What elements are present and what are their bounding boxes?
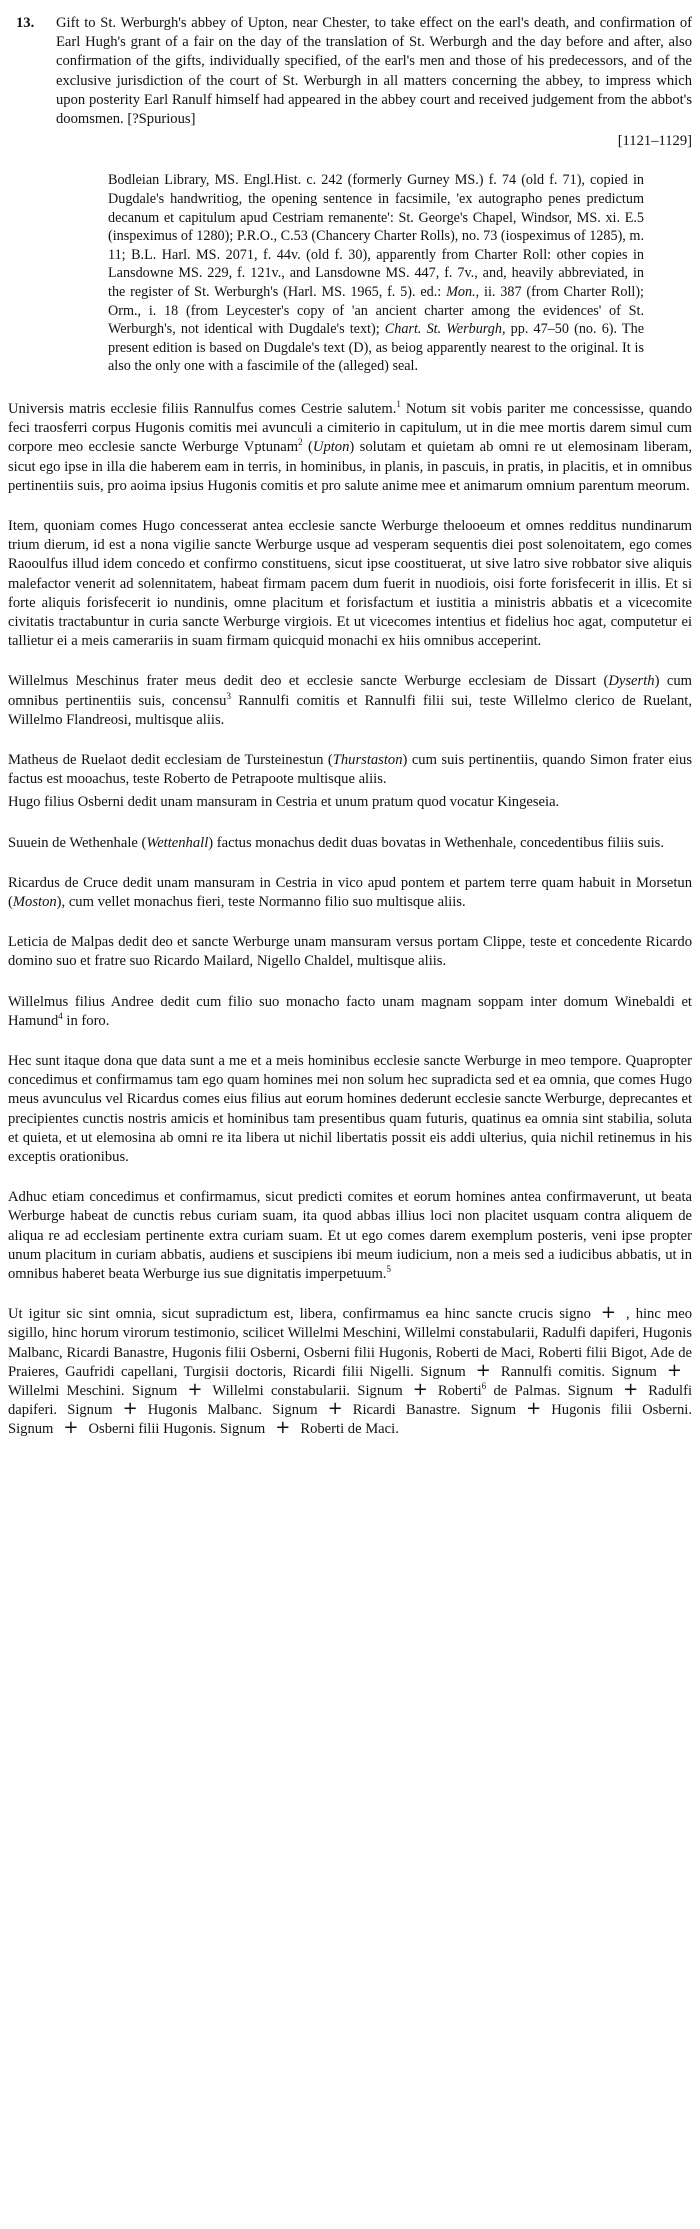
text-run: ) solutam et quietam ab omni re ut elemosinam liberam, sicut ego ipse in illa die haberem eam in terris, in hominibus, in planis, in pascuis, in pratis, in placitis, et in omnibus pertinentiis suis, pro aoima ipsius Hugonis comitis et pro salute anime mee et animarum omnium parentum meorum. bbox=[8, 439, 692, 494]
source-notes: Bodleian Library, MS. Engl.Hist. c. 242 (formerly Gurney MS.) f. 74 (old f. 71), copied in Dugdale's handwritiog, the opening sentence in facsimile, 'ex autographo penes predictum decanum et capitulum apud Cestriam remanente': St. George's Chapel, Windsor, MS. xi. E.5 (inspeximus of 1280); P.R.O., C.53 (Chancery Charter Rolls), no. 73 (iospeximus of 1285), m. 11; B.L. Harl. MS. 2071, f. 44v. (old f. 30), apparently from Charter Roll: other copies in Lansdowne MS. 229, f. 121v., and Lansdowne MS. 447, f. 7v., and, heavily abbreviated, in the register of St. Werburgh's (Harl. MS. 1965, f. 5). ed.: Mon., ii. 387 (from Charter Roll); Orm., i. 18 (from Leycester's copy of 'an ancient charter among the evidences' of St. Werburgh's, not identical with Dugdale's text); Chart. St. Werburgh, pp. 47–50 (no. 6). The present edition is based on Dugdale's text (D), as beiog apparently nearest to the original. It is also the only one with a fascimile of the (alleged) seal. bbox=[108, 172, 645, 375]
edition-title: Chart. St. Werburgh bbox=[384, 321, 502, 338]
text-run: Roberti bbox=[437, 1383, 482, 1400]
place-name: Thurstaston bbox=[332, 752, 403, 768]
place-name: Moston bbox=[12, 894, 57, 911]
footnote-marker: 1 bbox=[396, 399, 401, 410]
text-run: Willelmi Meschini. Signum bbox=[8, 1383, 178, 1400]
cross-icon: + bbox=[526, 1398, 542, 1420]
place-name: Dyserth bbox=[608, 673, 655, 690]
place-name: Upton bbox=[312, 439, 350, 456]
footnote-marker: 3 bbox=[226, 690, 231, 701]
charter-paragraph-10: Hec sunt itaque dona que data sunt a me et a meis hominibus ecclesie sancte Werburge in meo tempore. Quapropter concedimus et confirmamus tam ego quam homines mei non solum hec supradicta sed et ea omnia, que comes Hugo meus avunculus vel Ricardus comes eius filius aut eorum homines dederunt ecclesie sancte Werburge, deprecantes et precipientes cunctis nostris amicis et hominibus tam presentibus quam futuris, quatinus ea omnia sint stabilia, soluta et quieta, et ut elemosina ab omni re ita libera ut nichil libertatis possit eis addi ulterius, quia nichil retinemus in his exceptis orationibus. bbox=[8, 1053, 692, 1166]
place-name: Wettenhall bbox=[146, 834, 209, 851]
charter-paragraph-9 bbox=[8, 993, 692, 1031]
footnote-marker: 6 bbox=[481, 1381, 487, 1392]
text-run: Universis matris ecclesie filiis Rannulfus comes Cestrie salutem. bbox=[8, 400, 397, 417]
text-run: Ricardi Banastre. Signum bbox=[352, 1402, 517, 1419]
charter-paragraph-4 bbox=[8, 751, 692, 789]
charter-entry-header bbox=[8, 14, 692, 151]
text-run: Hugonis filii Osberni. Signum bbox=[8, 1402, 692, 1438]
text-run: Roberti de Maci. bbox=[300, 1421, 399, 1438]
text-run: ( bbox=[302, 439, 313, 456]
text-run: Willelmus Meschinus frater meus dedit deo et ecclesie sancte Werburge ecclesiam de Dissart ( bbox=[8, 673, 609, 690]
text-run: Osberni filii Hugonis. Signum bbox=[88, 1421, 266, 1438]
text-run: Willelmi constabularii. Signum bbox=[212, 1383, 403, 1400]
cross-icon: + bbox=[275, 1417, 291, 1439]
cross-icon: + bbox=[600, 1302, 616, 1324]
entry-number: 13. bbox=[16, 15, 35, 31]
cross-icon: + bbox=[412, 1379, 428, 1401]
charter-paragraph-6 bbox=[8, 834, 692, 853]
text-run: Willelmus filius Andree dedit cum filio suo monacho facto unam magnam soppam inter domum Winebaldi et Hamund bbox=[8, 993, 692, 1029]
charter-paragraph-11 bbox=[8, 1188, 692, 1284]
text-run: Notum sit vobis pariter me concessisse, quando feci traosferri corpus Hugonis comitis mei avunculi a cimiterio in capitulum, ut in die mee mortis darem simul cum corpore meo ecclesie sancte Werburge Vptunam bbox=[8, 400, 692, 456]
charter-paragraph-7 bbox=[8, 874, 692, 912]
text-run: ) factus monachus dedit duas bovatas in Wethenhale, concedentibus filiis suis. bbox=[208, 834, 664, 851]
edition-title: Mon. bbox=[446, 283, 476, 300]
text-run: , hinc meo sigillo, hinc horum virorum testimonio, scilicet Willelmi Meschini, Willelmi constabularii, Radulfi dapiferi, Hugonis Malbanc, Ricardi Banastre, Hugonis filii Osberni, Osberni filii Hugonis, Roberti de Maci, Roberti filii Bigot, Ade de Praieres, Gaufridi capellani, Turgisii doctoris, Ricardi filii Nigelli. Signum bbox=[8, 1306, 692, 1380]
footnote-marker: 5 bbox=[386, 1264, 391, 1275]
charter-paragraph-1 bbox=[8, 400, 692, 496]
cross-icon: + bbox=[122, 1398, 138, 1420]
cross-icon: + bbox=[63, 1417, 79, 1439]
text-run: Hugonis Malbanc. Signum bbox=[147, 1402, 318, 1419]
text-run: Rannulfi comitis. Signum bbox=[500, 1363, 657, 1380]
text-run: Suuein de Wethenhale ( bbox=[8, 834, 147, 851]
cross-icon: + bbox=[187, 1379, 203, 1401]
text-run: Adhuc etiam concedimus et confirmamus, sicut predicti comites et eorum homines antea confirmaverunt, ut beata Werburge habeat de cunctis rebus curiam suam, ita quod abbas illius loci non placitet usquam contra aliquem de aliqua re ad ecclesiam pertinente extra curiam suam. Et ut ego comes darem exemplum posteris, veni ipse propter unum placitum in curiam abbatis, audiens et suscipiens ibi meum iudicium, non a meis sed a iudicibus abbatis, ut in omnibus haberet beata Werburge ius sue dignitatis imperpetuum. bbox=[8, 1189, 692, 1283]
charter-paragraph-3 bbox=[8, 672, 692, 730]
charter-paragraph-2: Item, quoniam comes Hugo concesserat antea ecclesie sancte Werburge thelooeum et omnes redditus nundinarum trium dierum, id est a nona vigilie sancte Werburge usque ad vesperam sequentis diei post solenoitatem, ego comes Raooulfus illud idem concedo et confirmo constituens, sicut ipse coostituerat, ut sive latro sive robbator sive aliquis malefactor venerit ad solennitatem, habeat firmam pacem dum fuerit in nuodiois, oisi forte forisfecerit in illis. Et si forte aliquis forisfecerit io nundinis, omne placitum et forisfactum et iustitia a ministris abbatis et a vicecomite civitatis tractabuntur in curia sancte Werburge virgiois. Et ut vicecomes intentius et fidelius hoc agat, computetur ei tallietur ei a meis camerariis in suam firmam quicquid monachi ex hiis omnibus acceperint. bbox=[8, 517, 692, 650]
text-run: Radulfi dapiferi. Signum bbox=[8, 1383, 692, 1419]
text-run: ) cum omnibus pertinentiis suis, concensu bbox=[8, 673, 693, 709]
footnote-marker: 2 bbox=[298, 437, 303, 448]
cross-icon: + bbox=[475, 1359, 491, 1381]
cross-icon: + bbox=[666, 1359, 682, 1381]
text-run: Matheus de Ruelaot dedit ecclesiam de Tursteinestun ( bbox=[8, 752, 333, 768]
cross-icon: + bbox=[623, 1379, 639, 1401]
charter-paragraph-8: Leticia de Malpas dedit deo et sancte Werburge unam mansuram versus portam Clippe, teste et concedente Ricardo domino suo et fratre suo Ricardo Mailard, Nigello Chaldel, multisque aliis. bbox=[8, 934, 692, 970]
charter-dating: [1121–1129] bbox=[617, 133, 692, 150]
charter-paragraph-12 bbox=[8, 1302, 692, 1439]
text-run: in foro. bbox=[62, 1012, 110, 1029]
text-run: de Palmas. Signum bbox=[486, 1383, 614, 1400]
charter-paragraph-5: Hugo filius Osberni dedit unam mansuram in Cestria et unum pratum quod vocatur Kingeseia. bbox=[8, 794, 560, 811]
text-run: Rannulfi comitis et Rannulfi filii sui, teste Willelmo clerico de Ruelant, Willelmo Flandreosi, multisque aliis. bbox=[8, 692, 692, 728]
footnote-marker: 4 bbox=[58, 1010, 63, 1021]
text-run: ), cum vellet monachus fieri, teste Normanno filio suo multisque aliis. bbox=[56, 894, 466, 911]
text-run: Ut igitur sic sint omnia, sicut supradictum est, libera, confirmamus ea hinc sancte crucis signo bbox=[8, 1306, 591, 1323]
charter-summary: Gift to St. Werburgh's abbey of Upton, near Chester, to take effect on the earl's death, and confirmation of Earl Hugh's grant of a fair on the day of the translation of St. Werburgh and the day before and after, also confirmation of the gifts, individually specified, of the earl's men and those of his predecessors, and of the exclusive jurisdiction of the court of St. Werburgh in all matters concerning the abbey, to impress which upon posterity Earl Ranulf himself had appeared in the abbey court and received judgement from the abbot's doomsmen. [?Spurious] bbox=[56, 15, 692, 128]
text-run: ) cum suis pertinentiis, quando Simon frater eius factus est mooachus, teste Roberto de Petrapoote multisque aliis. bbox=[8, 752, 692, 788]
cross-icon: + bbox=[327, 1398, 343, 1420]
text-run: Ricardus de Cruce dedit unam mansuram in Cestria in vico apud pontem et partem terre quam habuit in Morsetun ( bbox=[8, 874, 692, 911]
